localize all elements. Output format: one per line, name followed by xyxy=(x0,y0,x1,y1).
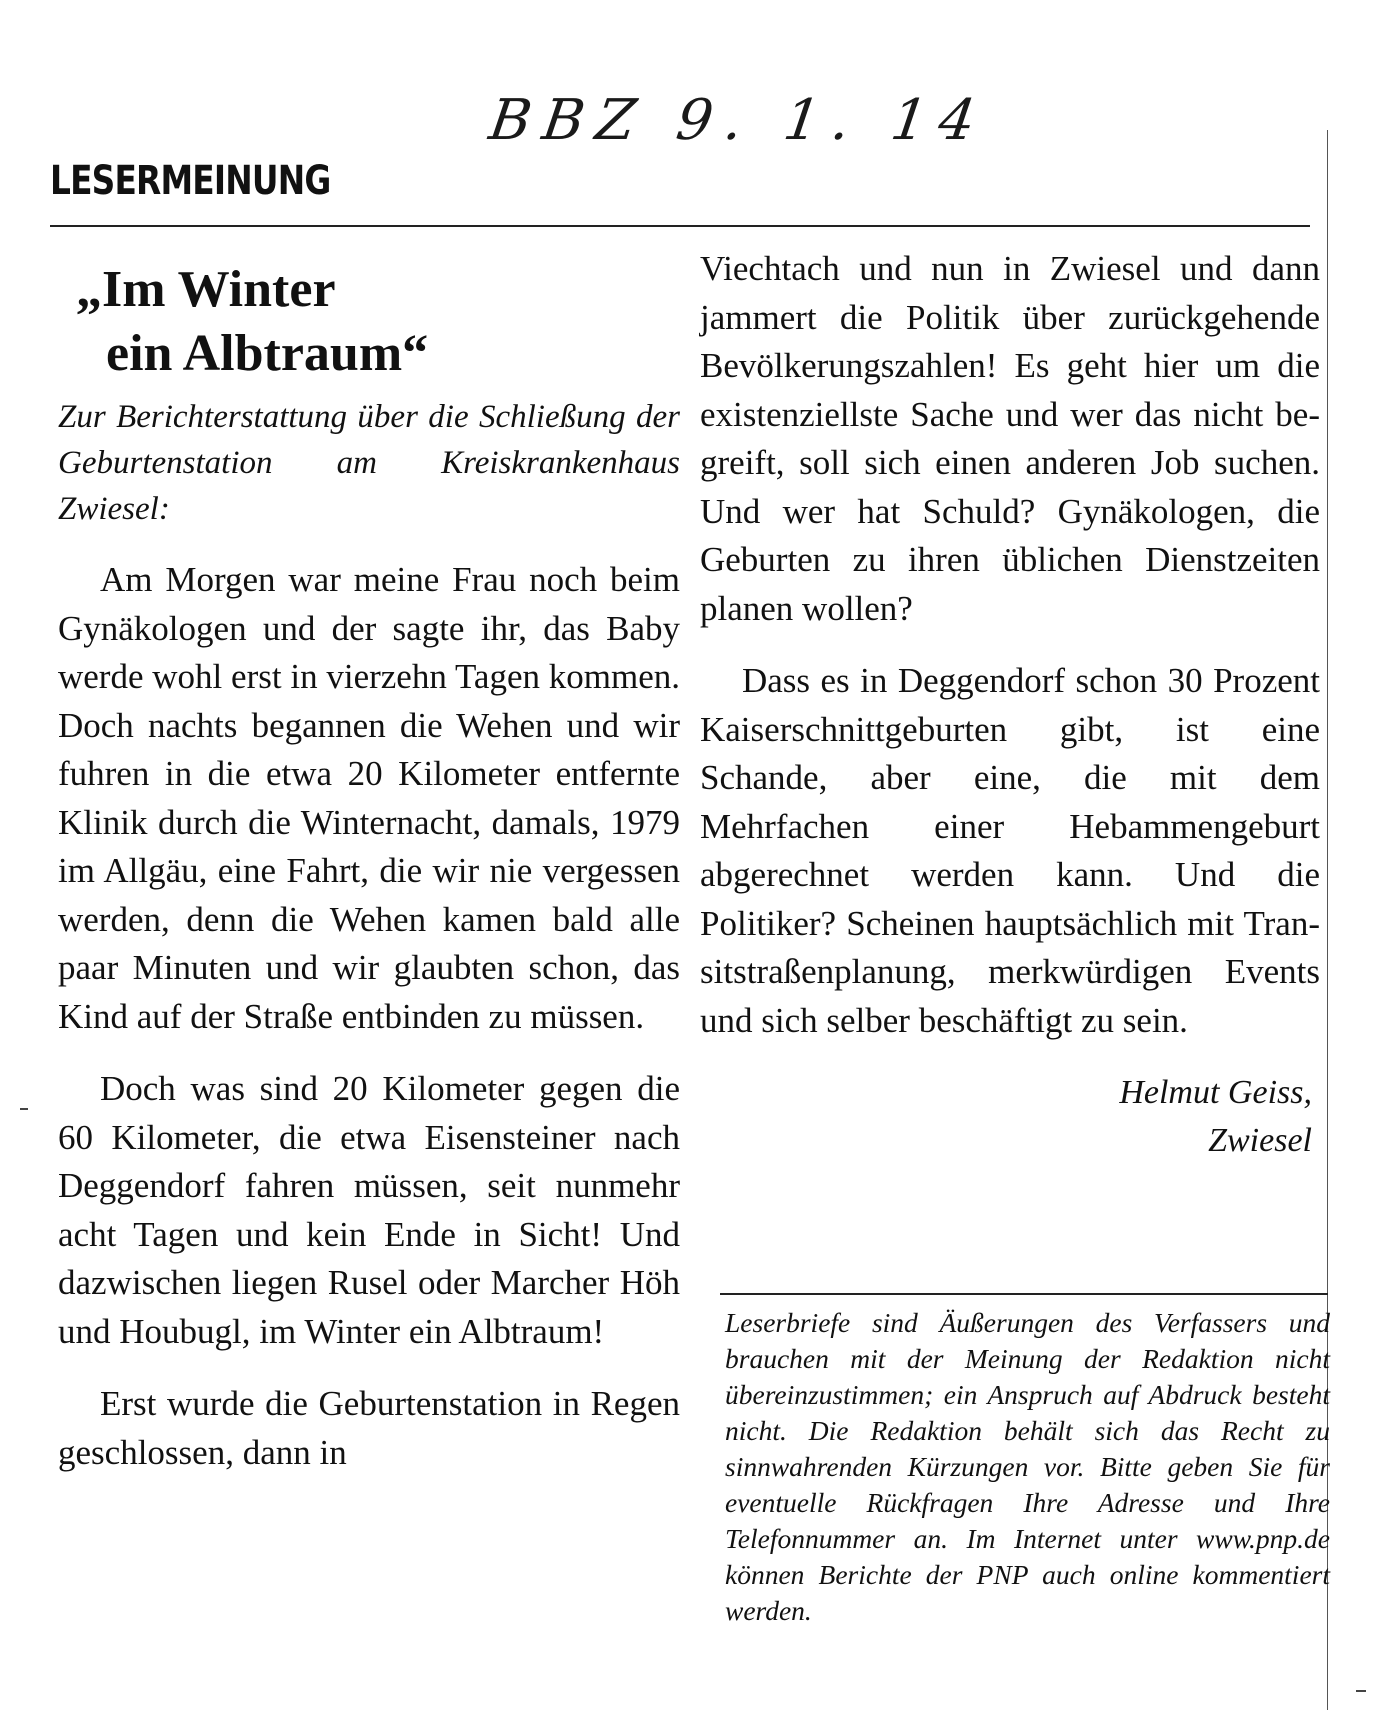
article-column-left xyxy=(58,258,680,1501)
article-paragraph: Dass es in Deggendorf schon 30 Prozent Kaiserschnittgeburten gibt, ist eine Schande, aber eine, die mit dem Mehrfachen einer Hebammengeburt abgerechnet werden kann. Und die Politiker? Scheinen hauptsächlich mit Transitstraßenplanung, merkwürdigen Events und sich selber beschäftigt zu sein. xyxy=(700,661,1320,1040)
article-headline xyxy=(58,258,680,386)
article-subhead: Zur Berichterstattung über die Schließung der Geburtenstation am Kreiskrankenhaus Zwiesel: xyxy=(58,399,680,527)
author-place: Zwiesel xyxy=(1208,1122,1312,1159)
disclaimer-note: Leserbriefe sind Äußerungen des Verfassers und brauchen mit der Meinung der Redaktion nicht übereinzustimmen; ein Anspruch auf Abdruck besteht nicht. Die Redaktion behält sich das Recht zu sinnwahrenden Kürzungen vor. Bitte geben Sie für eventuelle Rückfragen Ihre Adresse und Ihre Telefonnummer an. Im Internet unter www.pnp.de können Berichte der PNP auch online kommentiert werden. xyxy=(725,1307,1330,1626)
scan-mark xyxy=(20,1108,28,1110)
header-divider xyxy=(50,225,1310,227)
headline-line-2: ein Albtraum“ xyxy=(106,325,429,382)
author-name: Helmut Geiss, xyxy=(1119,1074,1312,1111)
section-title: LESERMEINUNG xyxy=(50,158,331,204)
article-paragraph: Am Morgen war meine Frau noch beim Gynäkologen und der sagte ihr, das Baby werde wohl erst in vierzehn Tagen kommen. Doch nachts begannen die Wehen und wir fuhren in die etwa 20 Kilometer entfernte Klinik durch die Winternacht, damals, 1979 im Allgäu, eine Fahrt, die wir nie vergessen werden, denn die Wehen kamen bald alle paar Minuten und wir glaubten schon, das Kind auf der Straße entbinden zu müssen. xyxy=(58,560,680,1036)
disclaimer-divider xyxy=(720,1293,1328,1295)
article-paragraph: Erst wurde die Geburtenstation in Regen geschlossen, dann in xyxy=(58,1384,680,1472)
article-paragraph: Viechtach und nun in Zwiesel und dann jammert die Politik über zurückgehende Bevölkerungszahlen! Es geht hier um die existenziellste Sache und wer das nicht begreift, soll sich einen anderen Job suchen. Und wer hat Schuld? Gynäkologen, die Geburten zu ihren üblichen Dienstzeiten planen wollen? xyxy=(700,249,1320,628)
article-paragraph: Doch was sind 20 Kilometer gegen die 60 Kilometer, die etwa Eisensteiner nach Deggendorf fahren müssen, seit nunmehr acht Tagen und kein Ende in Sicht! Und dazwischen liegen Rusel oder Marcher Höh und Houbugl, im Winter ein Albtraum! xyxy=(58,1069,680,1351)
handwritten-date-note: BBZ 9. 1. 14 xyxy=(485,88,992,153)
article-column-right xyxy=(700,245,1320,1165)
headline-line-1: „Im Winter xyxy=(76,261,336,318)
scan-mark xyxy=(1356,1690,1366,1692)
author-signature xyxy=(700,1069,1312,1165)
